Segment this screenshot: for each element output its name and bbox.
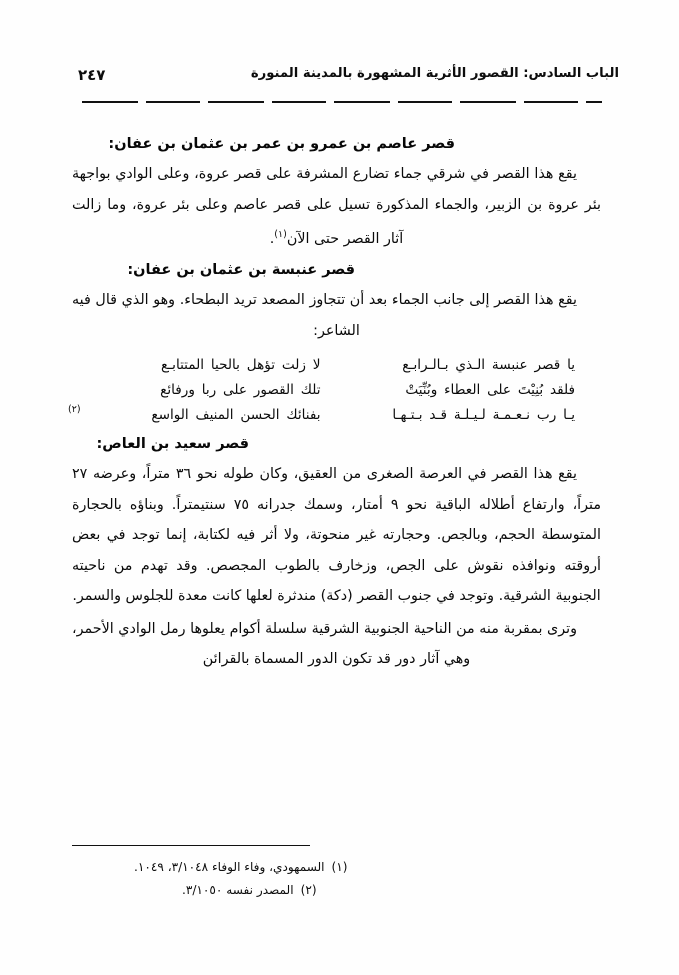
verse-footnote-marker: (٢) — [68, 404, 81, 416]
verse-hemistich-first: فلقد بُنِيْتَ على العطاء وبُنِّيَتْ — [405, 382, 575, 399]
footnote-text: السمهودي، وفاء الوفاء ٣/١٠٤٨، ١٠٤٩. — [134, 860, 325, 874]
section-paragraph-3a: يقع هذا القصر في العرصة الصغرى من العقيق، وكان طوله نحو ٣٦ متراً، وعرضه ٢٧ متراً، وارتفاع أطلاله الباقية نحو ٩ أمتار، وسمك جدرانه ٧٥ سنتيمتراً. وبناؤه بالحجارة المتوسطة الحجم، وبالجص. وحجارته غير منحوتة، ولا أثر فيه لكتابة، إنما توجد في بعض أروقته ونوافذه نقوش على الجص، وزخارف بالطوب المجصص. وقد تهدم من ناحيته الجنوبية الشرقية. وتوجد في جنوب القصر (دكة) مندثرة لعلها كانت معدة للجلوس والسمر. — [72, 466, 602, 605]
footnote-item — [72, 856, 601, 879]
running-header — [78, 66, 619, 100]
footnote-item — [72, 879, 601, 902]
verse-hemistich-second: بفنائك الحسن المنيف الواسع — [151, 407, 321, 424]
verse-hemistich-first: يـا رب نـعـمـة لـيـلـة قـد بـتـهـا — [392, 407, 575, 424]
section-heading-1: قصر عاصم بن عمرو بن عمر بن عثمان بن عفان: — [108, 136, 455, 152]
section-paragraph-2: يقع هذا القصر إلى جانب الجماء بعد أن تتجاوز المصعد تريد البطحاء. وهو الذي قال فيه الشاعر: — [72, 292, 577, 339]
poem-block — [68, 353, 601, 428]
footnote-marker-1: (١) — [274, 229, 287, 240]
section-paragraph-3b: وترى بمقربة منه من الناحية الجنوبية الشرقية سلسلة أكوام يعلوها رمل الوادي الأحمر، وهي آثار دور قد تكون الدور المسماة بالقرائن — [72, 620, 577, 668]
footnote-number: (٢) — [300, 883, 317, 897]
paragraph-terminator: . — [269, 230, 275, 247]
paragraph-text: يقع هذا القصر في شرقي جماء تضارع المشرفة على قصر عروة، وعلى الوادي بواجهة بئر عروة بن الزبير، والجماء المذكورة تسيل على قصر عاصم وعلى بئر عروة، وما زالت آثار القصر حتى الآن — [72, 166, 601, 247]
verse-hemistich-second: لا زلت تؤهل بالحيا المتتابـع — [160, 357, 321, 374]
header-divider-rule — [82, 101, 602, 103]
page-content — [68, 128, 602, 677]
verse-hemistich-first: يا قصر عنبسة الـذي بـالـرابـع — [402, 357, 575, 374]
section-heading-3: قصر سعيد بن العاص: — [96, 436, 249, 453]
verse-hemistich-second: تلك القصور على ربا ورفائع — [160, 382, 321, 399]
header-chapter-title: الباب السادس: القصور الأثرية المشهورة بالمدينة المنورة — [250, 66, 619, 81]
poem-verse — [72, 353, 601, 378]
page-number: ٢٤٧ — [78, 66, 106, 84]
poem-verse — [68, 403, 601, 428]
footnote-text: المصدر نفسه ٣/١٠٥٠. — [182, 883, 294, 897]
footnote-divider-rule — [72, 845, 310, 846]
footnotes-block — [72, 856, 601, 902]
section-paragraph-1 — [72, 159, 601, 254]
footnote-number: (١) — [331, 860, 348, 874]
poem-verse — [72, 378, 601, 403]
section-heading-2: قصر عنبسة بن عثمان بن عفان: — [127, 262, 355, 279]
